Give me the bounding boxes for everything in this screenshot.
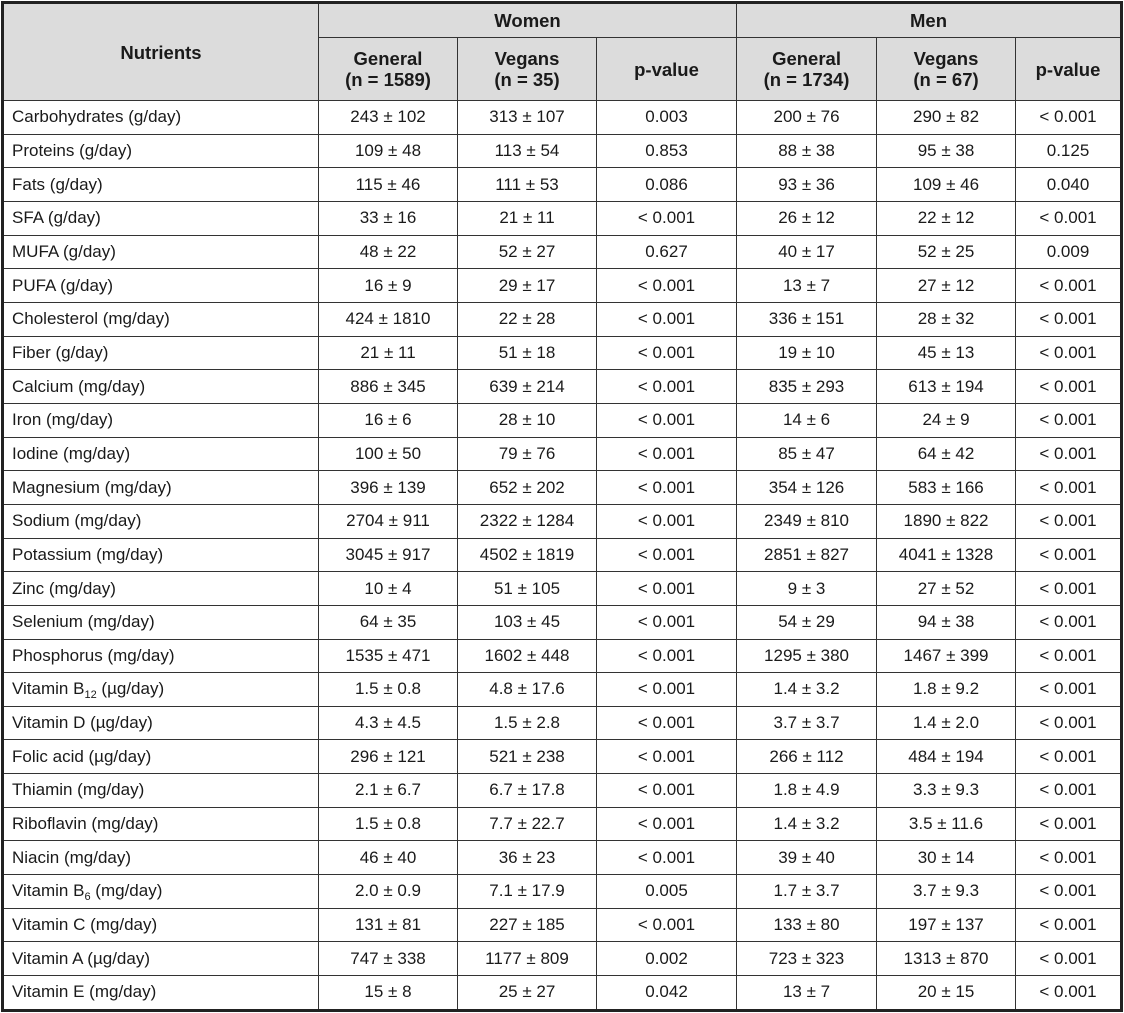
cell-women-pvalue: < 0.001: [597, 807, 737, 841]
nutrient-label: Vitamin E (mg/day): [12, 982, 157, 1002]
cell-women-general: 46 ± 40: [319, 841, 458, 875]
label: Vegans: [913, 48, 979, 69]
cell-women-pvalue: 0.002: [597, 942, 737, 976]
cell-men-vegans: 1.4 ± 2.0: [877, 706, 1016, 740]
cell-women-vegans: 2322 ± 1284: [458, 504, 597, 538]
nutrient-name: [3, 942, 319, 976]
cell-women-vegans: 51 ± 105: [458, 572, 597, 606]
cell-men-pvalue: < 0.001: [1016, 504, 1122, 538]
cell-women-pvalue: < 0.001: [597, 639, 737, 673]
unit: (mg/day): [90, 881, 163, 901]
nutrient-label: Cholesterol (mg/day): [12, 309, 170, 329]
nutrient-name: [3, 706, 319, 740]
n-count: (n = 1734): [763, 69, 850, 90]
label: General: [772, 48, 841, 69]
header-women: Women: [319, 3, 737, 38]
cell-men-pvalue: < 0.001: [1016, 572, 1122, 606]
cell-women-pvalue: < 0.001: [597, 673, 737, 707]
cell-women-pvalue: < 0.001: [597, 774, 737, 808]
subscript: 6: [84, 891, 91, 904]
cell-men-vegans: 27 ± 12: [877, 269, 1016, 303]
cell-women-pvalue: < 0.001: [597, 471, 737, 505]
nutrient-label: Fiber (g/day): [12, 342, 109, 362]
nutrient-label: Vitamin B: [12, 881, 85, 901]
cell-women-general: 16 ± 6: [319, 403, 458, 437]
cell-women-vegans: 52 ± 27: [458, 235, 597, 269]
cell-men-vegans: 1313 ± 870: [877, 942, 1016, 976]
n-count: (n = 67): [913, 69, 979, 90]
cell-men-vegans: 27 ± 52: [877, 572, 1016, 606]
table-row: [3, 471, 1122, 505]
cell-women-pvalue: 0.853: [597, 134, 737, 168]
cell-women-vegans: 22 ± 28: [458, 302, 597, 336]
unit: (µg/day): [96, 679, 165, 699]
header-men-general: [737, 38, 877, 101]
label: Vegans: [494, 48, 560, 69]
nutrient-name: [3, 673, 319, 707]
cell-women-pvalue: < 0.001: [597, 403, 737, 437]
nutrient-label: Sodium (mg/day): [12, 511, 142, 531]
cell-men-general: 93 ± 36: [737, 168, 877, 202]
nutrient-label: SFA (g/day): [12, 208, 101, 228]
table-row: [3, 673, 1122, 707]
cell-men-vegans: 290 ± 82: [877, 101, 1016, 135]
cell-men-pvalue: < 0.001: [1016, 437, 1122, 471]
cell-women-pvalue: < 0.001: [597, 370, 737, 404]
table-row: [3, 403, 1122, 437]
table-row: [3, 504, 1122, 538]
nutrient-label: Potassium (mg/day): [12, 544, 164, 564]
cell-women-pvalue: 0.627: [597, 235, 737, 269]
cell-women-general: 1535 ± 471: [319, 639, 458, 673]
cell-men-general: 54 ± 29: [737, 605, 877, 639]
table-body: [3, 101, 1122, 1011]
cell-women-vegans: 21 ± 11: [458, 201, 597, 235]
cell-women-pvalue: < 0.001: [597, 740, 737, 774]
nutrient-name: [3, 370, 319, 404]
cell-women-pvalue: 0.003: [597, 101, 737, 135]
nutrient-name: [3, 639, 319, 673]
nutrient-label: Vitamin B: [12, 679, 85, 699]
cell-men-vegans: 52 ± 25: [877, 235, 1016, 269]
cell-women-general: 16 ± 9: [319, 269, 458, 303]
cell-women-general: 886 ± 345: [319, 370, 458, 404]
cell-women-general: 3045 ± 917: [319, 538, 458, 572]
cell-men-pvalue: < 0.001: [1016, 370, 1122, 404]
cell-women-pvalue: < 0.001: [597, 336, 737, 370]
nutrient-name: [3, 336, 319, 370]
nutrient-name: [3, 908, 319, 942]
cell-women-general: 1.5 ± 0.8: [319, 673, 458, 707]
table-row: [3, 841, 1122, 875]
nutrient-label: Vitamin C (mg/day): [12, 915, 158, 935]
nutrient-name: [3, 168, 319, 202]
cell-women-vegans: 6.7 ± 17.8: [458, 774, 597, 808]
nutrient-name: [3, 572, 319, 606]
cell-men-vegans: 20 ± 15: [877, 976, 1016, 1011]
cell-men-vegans: 94 ± 38: [877, 605, 1016, 639]
nutrient-label: Proteins (g/day): [12, 140, 132, 160]
table-row: [3, 639, 1122, 673]
header-nutrients: Nutrients: [3, 3, 319, 101]
cell-women-vegans: 4502 ± 1819: [458, 538, 597, 572]
cell-men-vegans: 30 ± 14: [877, 841, 1016, 875]
table-row: [3, 908, 1122, 942]
nutrient-label: PUFA (g/day): [12, 275, 114, 295]
table-row: [3, 370, 1122, 404]
nutrient-label: Vitamin D (µg/day): [12, 713, 153, 733]
cell-men-general: 13 ± 7: [737, 269, 877, 303]
cell-women-pvalue: < 0.001: [597, 841, 737, 875]
cell-men-vegans: 28 ± 32: [877, 302, 1016, 336]
cell-men-vegans: 4041 ± 1328: [877, 538, 1016, 572]
table-row: [3, 706, 1122, 740]
nutrient-name: [3, 403, 319, 437]
subscript: 12: [84, 689, 97, 702]
cell-men-vegans: 3.5 ± 11.6: [877, 807, 1016, 841]
table-row: [3, 538, 1122, 572]
cell-men-general: 2851 ± 827: [737, 538, 877, 572]
cell-men-pvalue: < 0.001: [1016, 403, 1122, 437]
cell-men-pvalue: < 0.001: [1016, 841, 1122, 875]
cell-men-general: 3.7 ± 3.7: [737, 706, 877, 740]
cell-women-vegans: 4.8 ± 17.6: [458, 673, 597, 707]
nutrient-name: [3, 740, 319, 774]
cell-women-pvalue: 0.086: [597, 168, 737, 202]
cell-women-pvalue: < 0.001: [597, 605, 737, 639]
cell-women-general: 10 ± 4: [319, 572, 458, 606]
cell-men-vegans: 22 ± 12: [877, 201, 1016, 235]
nutrient-label: Calcium (mg/day): [12, 376, 146, 396]
nutrient-label: MUFA (g/day): [12, 241, 116, 261]
cell-men-pvalue: < 0.001: [1016, 302, 1122, 336]
cell-women-vegans: 36 ± 23: [458, 841, 597, 875]
n-count: (n = 1589): [345, 69, 431, 90]
nutrient-name: [3, 201, 319, 235]
header-men-pvalue: p-value: [1016, 38, 1122, 101]
cell-men-vegans: 24 ± 9: [877, 403, 1016, 437]
cell-men-vegans: 1467 ± 399: [877, 639, 1016, 673]
cell-women-vegans: 7.7 ± 22.7: [458, 807, 597, 841]
cell-women-vegans: 29 ± 17: [458, 269, 597, 303]
header-women-vegans: [458, 38, 597, 101]
nutrient-label: Folic acid (µg/day): [12, 746, 152, 766]
cell-women-vegans: 7.1 ± 17.9: [458, 875, 597, 909]
cell-men-pvalue: < 0.001: [1016, 471, 1122, 505]
cell-women-vegans: 521 ± 238: [458, 740, 597, 774]
cell-women-general: 396 ± 139: [319, 471, 458, 505]
cell-women-general: 100 ± 50: [319, 437, 458, 471]
nutrient-name: [3, 235, 319, 269]
nutrient-label: Carbohydrates (g/day): [12, 107, 182, 127]
header-women-general: [319, 38, 458, 101]
cell-women-pvalue: 0.005: [597, 875, 737, 909]
cell-women-pvalue: < 0.001: [597, 437, 737, 471]
cell-men-pvalue: < 0.001: [1016, 201, 1122, 235]
table-row: [3, 437, 1122, 471]
cell-women-pvalue: < 0.001: [597, 706, 737, 740]
table-row: [3, 807, 1122, 841]
nutrient-label: Iodine (mg/day): [12, 443, 131, 463]
nutrient-name: [3, 269, 319, 303]
cell-women-general: 2704 ± 911: [319, 504, 458, 538]
cell-women-pvalue: < 0.001: [597, 572, 737, 606]
nutrient-label: Thiamin (mg/day): [12, 780, 145, 800]
table-row: [3, 976, 1122, 1011]
cell-men-general: 14 ± 6: [737, 403, 877, 437]
cell-women-pvalue: < 0.001: [597, 302, 737, 336]
cell-women-general: 21 ± 11: [319, 336, 458, 370]
nutrient-label: Magnesium (mg/day): [12, 477, 172, 497]
cell-women-general: 296 ± 121: [319, 740, 458, 774]
cell-men-general: 1.8 ± 4.9: [737, 774, 877, 808]
table-row: [3, 168, 1122, 202]
cell-men-general: 39 ± 40: [737, 841, 877, 875]
cell-women-pvalue: < 0.001: [597, 201, 737, 235]
cell-women-general: 48 ± 22: [319, 235, 458, 269]
cell-women-pvalue: < 0.001: [597, 538, 737, 572]
cell-men-general: 1.4 ± 3.2: [737, 673, 877, 707]
cell-men-pvalue: < 0.001: [1016, 706, 1122, 740]
cell-men-general: 200 ± 76: [737, 101, 877, 135]
n-count: (n = 35): [494, 69, 560, 90]
cell-women-general: 4.3 ± 4.5: [319, 706, 458, 740]
nutrient-label: Iron (mg/day): [12, 410, 114, 430]
cell-men-general: 13 ± 7: [737, 976, 877, 1011]
cell-women-vegans: 79 ± 76: [458, 437, 597, 471]
table-row: [3, 201, 1122, 235]
table-row: [3, 605, 1122, 639]
cell-men-general: 19 ± 10: [737, 336, 877, 370]
cell-women-vegans: 1.5 ± 2.8: [458, 706, 597, 740]
cell-women-vegans: 113 ± 54: [458, 134, 597, 168]
nutrient-label: Niacin (mg/day): [12, 847, 132, 867]
cell-men-general: 266 ± 112: [737, 740, 877, 774]
cell-men-vegans: 583 ± 166: [877, 471, 1016, 505]
table-row: [3, 302, 1122, 336]
cell-women-pvalue: < 0.001: [597, 504, 737, 538]
cell-women-vegans: 111 ± 53: [458, 168, 597, 202]
cell-women-general: 424 ± 1810: [319, 302, 458, 336]
cell-women-general: 131 ± 81: [319, 908, 458, 942]
cell-men-general: 133 ± 80: [737, 908, 877, 942]
nutrient-name: [3, 605, 319, 639]
table-row: [3, 336, 1122, 370]
nutrient-label: Selenium (mg/day): [12, 612, 155, 632]
table-row: [3, 572, 1122, 606]
cell-men-vegans: 45 ± 13: [877, 336, 1016, 370]
cell-men-pvalue: < 0.001: [1016, 774, 1122, 808]
cell-men-general: 26 ± 12: [737, 201, 877, 235]
cell-women-pvalue: 0.042: [597, 976, 737, 1011]
nutrient-name: [3, 101, 319, 135]
cell-men-vegans: 109 ± 46: [877, 168, 1016, 202]
cell-women-general: 15 ± 8: [319, 976, 458, 1011]
cell-women-vegans: 313 ± 107: [458, 101, 597, 135]
cell-men-vegans: 95 ± 38: [877, 134, 1016, 168]
label: General: [353, 48, 423, 69]
cell-women-general: 2.0 ± 0.9: [319, 875, 458, 909]
cell-men-pvalue: < 0.001: [1016, 336, 1122, 370]
cell-men-vegans: 197 ± 137: [877, 908, 1016, 942]
cell-women-general: 747 ± 338: [319, 942, 458, 976]
header-men-vegans: [877, 38, 1016, 101]
table-row: [3, 235, 1122, 269]
nutrient-label: Fats (g/day): [12, 174, 103, 194]
nutrient-name: [3, 841, 319, 875]
cell-women-pvalue: < 0.001: [597, 908, 737, 942]
cell-men-pvalue: 0.125: [1016, 134, 1122, 168]
cell-women-vegans: 51 ± 18: [458, 336, 597, 370]
cell-men-vegans: 1.8 ± 9.2: [877, 673, 1016, 707]
cell-men-general: 1.7 ± 3.7: [737, 875, 877, 909]
cell-men-pvalue: < 0.001: [1016, 673, 1122, 707]
cell-men-vegans: 64 ± 42: [877, 437, 1016, 471]
cell-men-pvalue: < 0.001: [1016, 740, 1122, 774]
cell-women-pvalue: < 0.001: [597, 269, 737, 303]
cell-men-vegans: 3.3 ± 9.3: [877, 774, 1016, 808]
cell-women-general: 2.1 ± 6.7: [319, 774, 458, 808]
cell-men-pvalue: < 0.001: [1016, 101, 1122, 135]
cell-men-general: 40 ± 17: [737, 235, 877, 269]
nutrient-label: Zinc (mg/day): [12, 578, 116, 598]
table-row: [3, 942, 1122, 976]
table-row: [3, 269, 1122, 303]
table-row: [3, 101, 1122, 135]
cell-men-general: 336 ± 151: [737, 302, 877, 336]
cell-women-vegans: 28 ± 10: [458, 403, 597, 437]
cell-women-general: 109 ± 48: [319, 134, 458, 168]
cell-men-general: 835 ± 293: [737, 370, 877, 404]
nutrient-name: [3, 976, 319, 1011]
nutrient-label: Phosphorus (mg/day): [12, 645, 175, 665]
cell-men-pvalue: 0.040: [1016, 168, 1122, 202]
nutrient-name: [3, 134, 319, 168]
nutrient-name: [3, 504, 319, 538]
cell-women-general: 1.5 ± 0.8: [319, 807, 458, 841]
cell-men-vegans: 3.7 ± 9.3: [877, 875, 1016, 909]
cell-women-vegans: 25 ± 27: [458, 976, 597, 1011]
cell-men-pvalue: < 0.001: [1016, 269, 1122, 303]
cell-men-general: 9 ± 3: [737, 572, 877, 606]
table-row: [3, 875, 1122, 909]
table-row: [3, 134, 1122, 168]
cell-women-general: 243 ± 102: [319, 101, 458, 135]
nutrient-label: Riboflavin (mg/day): [12, 814, 159, 834]
cell-men-pvalue: < 0.001: [1016, 807, 1122, 841]
cell-men-vegans: 613 ± 194: [877, 370, 1016, 404]
nutrient-name: [3, 807, 319, 841]
nutrient-name: [3, 437, 319, 471]
nutrient-name: [3, 538, 319, 572]
cell-men-general: 354 ± 126: [737, 471, 877, 505]
cell-men-vegans: 1890 ± 822: [877, 504, 1016, 538]
cell-women-vegans: 639 ± 214: [458, 370, 597, 404]
cell-men-pvalue: < 0.001: [1016, 875, 1122, 909]
cell-men-pvalue: < 0.001: [1016, 605, 1122, 639]
cell-women-vegans: 103 ± 45: [458, 605, 597, 639]
nutrient-name: [3, 875, 319, 909]
nutrient-name: [3, 774, 319, 808]
cell-men-vegans: 484 ± 194: [877, 740, 1016, 774]
cell-women-general: 33 ± 16: [319, 201, 458, 235]
cell-men-general: 1295 ± 380: [737, 639, 877, 673]
cell-women-general: 115 ± 46: [319, 168, 458, 202]
cell-women-vegans: 1177 ± 809: [458, 942, 597, 976]
nutrient-intake-table: [1, 1, 1123, 1012]
cell-men-general: 88 ± 38: [737, 134, 877, 168]
cell-men-pvalue: 0.009: [1016, 235, 1122, 269]
cell-men-pvalue: < 0.001: [1016, 942, 1122, 976]
cell-men-general: 1.4 ± 3.2: [737, 807, 877, 841]
cell-men-pvalue: < 0.001: [1016, 639, 1122, 673]
cell-men-general: 723 ± 323: [737, 942, 877, 976]
cell-women-vegans: 1602 ± 448: [458, 639, 597, 673]
cell-men-general: 85 ± 47: [737, 437, 877, 471]
nutrient-name: [3, 471, 319, 505]
cell-women-general: 64 ± 35: [319, 605, 458, 639]
table-row: [3, 774, 1122, 808]
cell-men-pvalue: < 0.001: [1016, 538, 1122, 572]
cell-women-vegans: 227 ± 185: [458, 908, 597, 942]
cell-women-vegans: 652 ± 202: [458, 471, 597, 505]
nutrient-name: [3, 302, 319, 336]
nutrient-label: Vitamin A (µg/day): [12, 948, 150, 968]
header-men: Men: [737, 3, 1122, 38]
cell-men-general: 2349 ± 810: [737, 504, 877, 538]
table-row: [3, 740, 1122, 774]
cell-men-pvalue: < 0.001: [1016, 908, 1122, 942]
header-women-pvalue: p-value: [597, 38, 737, 101]
cell-men-pvalue: < 0.001: [1016, 976, 1122, 1011]
